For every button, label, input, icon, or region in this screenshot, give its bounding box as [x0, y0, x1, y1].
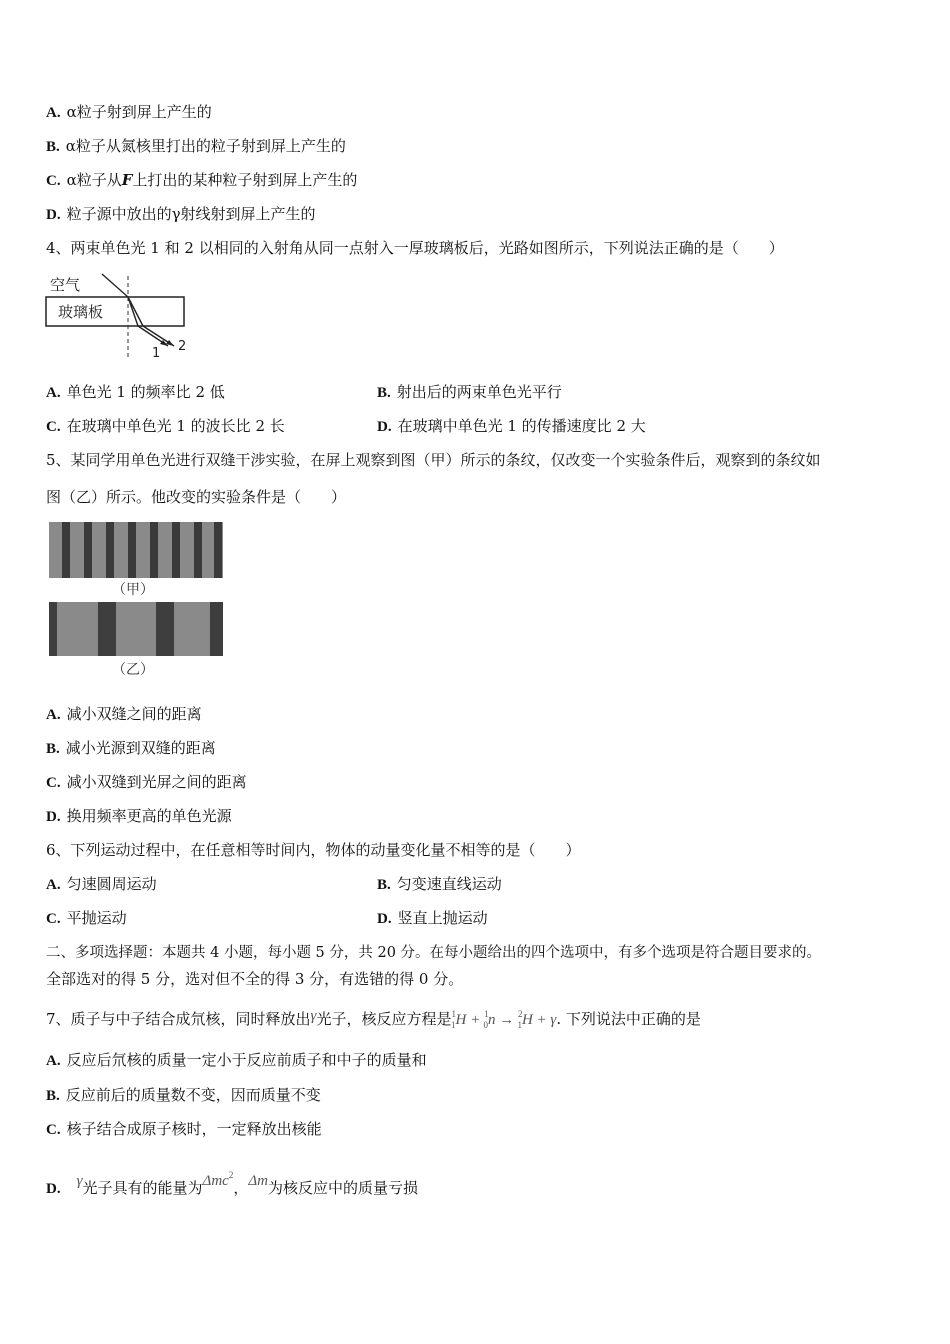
q7-option-d: D. γ光子具有的能量为Δmc$^2$，Δm为核反应中的质量亏损 [46, 1170, 418, 1197]
ray-2-label: 2 [178, 339, 187, 354]
q5-option-b: B. 减小光源到双缝的距离 [46, 739, 216, 757]
q3-option-c: C. α粒子从F上打出的某种粒子射到屏上产生的 [46, 171, 358, 189]
q4-option-a: A. 单色光 1 的频率比 2 低 [46, 383, 225, 401]
q6-option-d: D. 竖直上抛运动 [377, 909, 488, 927]
q5-fringe-figure [48, 520, 226, 682]
q4-option-b: B. 射出后的两束单色光平行 [377, 383, 562, 401]
q4-option-d: D. 在玻璃中单色光 1 的传播速度比 2 大 [377, 417, 646, 435]
section2-line1: 二、多项选择题：本题共 4 小题，每小题 5 分，共 20 分。在每小题给出的四个选项中，有多个选项是符合题目要求的。 [46, 945, 822, 961]
q5-option-d: D. 换用频率更高的单色光源 [46, 807, 232, 825]
section2-line2: 全部选对的得 5 分，选对但不全的得 3 分，有选错的得 0 分。 [46, 970, 464, 988]
q5-option-a: A. 减小双缝之间的距离 [46, 705, 202, 723]
energy-expression: Δmc$^2$ [202, 1170, 234, 1189]
q6-option-c: C. 平抛运动 [46, 909, 127, 927]
q5-option-c: C. 减小双缝到光屏之间的距离 [46, 773, 247, 791]
q4-option-c: C. 在玻璃中单色光 1 的波长比 2 长 [46, 417, 285, 435]
fringe-caption-b: （乙） [112, 662, 154, 678]
fringe-caption-a: （甲） [112, 582, 154, 598]
q6-option-a: A. 匀速圆周运动 [46, 875, 157, 893]
incident-ray [102, 274, 128, 297]
q7-stem: 7、质子与中子结合成氘核，同时释放出γ光子，核反应方程是$^1_1$H + $^1_0$n → $^2_1$H + γ. 下列说法中正确的是 [46, 1008, 701, 1030]
q5-stem-line2: 图（乙）所示。他改变的实验条件是（ ） [46, 488, 347, 506]
q6-option-b: B. 匀变速直线运动 [377, 875, 502, 893]
fringe-pattern-b [49, 602, 223, 656]
q4-stem: 4、两束单色光 1 和 2 以相同的入射角从同一点射入一厚玻璃板后，光路如图所示，下列说法正确的是（ ） [46, 239, 784, 257]
q3-option-a: A. α粒子射到屏上产生的 [46, 103, 212, 121]
q3-option-d: D. 粒子源中放出的γ射线射到屏上产生的 [46, 205, 316, 223]
q5-stem-line1: 5、某同学用单色光进行双缝干涉实验，在屏上观察到图（甲）所示的条纹，仅改变一个实验条件后，观察到的条纹如 [46, 451, 821, 469]
gamma-symbol: γ [310, 1008, 317, 1024]
q7-option-a: A. 反应后氘核的质量一定小于反应前质子和中子的质量和 [46, 1051, 427, 1069]
nuclear-equation: $^1_1$H + $^1_0$n → $^2_1$H + γ [450, 1009, 557, 1030]
q4-glass-figure [44, 270, 204, 362]
ray-1-label: 1 [152, 346, 161, 361]
q7-option-b: B. 反应前后的质量数不变，因而质量不变 [46, 1086, 321, 1104]
glass-label: 玻璃板 [58, 303, 104, 321]
q3-option-b: B. α粒子从氮核里打出的粒子射到屏上产生的 [46, 137, 346, 155]
q7-option-c: C. 核子结合成原子核时，一定释放出核能 [46, 1120, 322, 1138]
q6-stem: 6、下列运动过程中，在任意相等时间内，物体的动量变化量不相等的是（ ） [46, 841, 581, 859]
ray-2-in-glass [128, 297, 143, 326]
air-label: 空气 [50, 276, 81, 294]
